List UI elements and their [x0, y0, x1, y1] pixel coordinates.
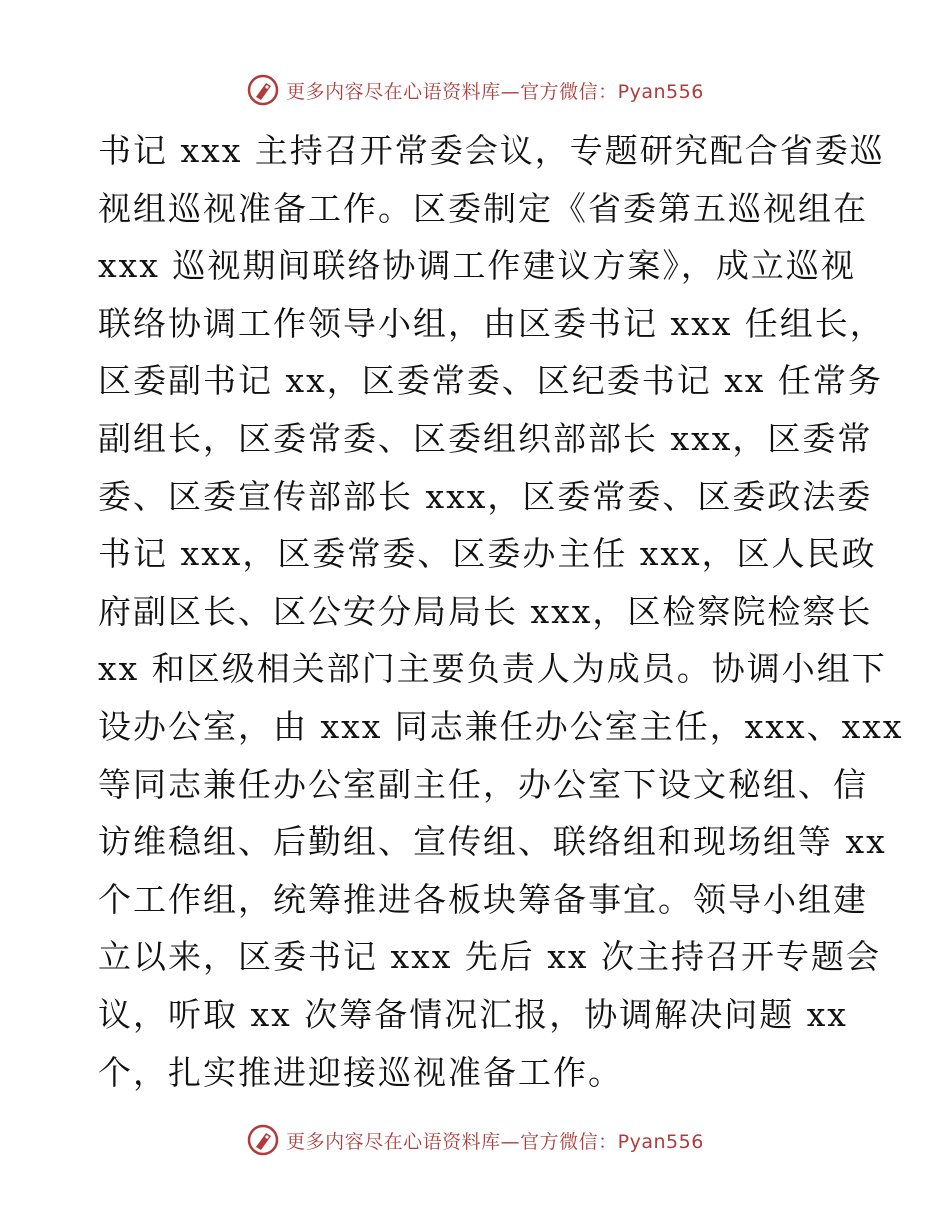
- body-line: 等同志兼任办公室副主任，办公室下设文秘组、信: [98, 764, 868, 804]
- footer-banner: [0, 1120, 950, 1160]
- body-line: 立以来，区委书记 xxx 先后 xx 次主持召开专题会: [98, 937, 882, 977]
- footer-site-text: 更多内容尽在心语资料库: [286, 1130, 501, 1153]
- header-contact-text: 官方微信：Pyan556: [520, 80, 704, 103]
- body-line: xx 和区级相关部门主要负责人为成员。协调小组下: [98, 649, 887, 689]
- body-line: 个工作组，统筹推进各板块筹备事宜。领导小组建: [98, 879, 868, 919]
- body-line: 府副区长、区公安分局局长 xxx，区检察院检察长: [98, 591, 873, 631]
- body-line: 视组巡视准备工作。区委制定《省委第五巡视组在: [98, 188, 868, 228]
- footer-banner-text: [286, 1127, 704, 1154]
- body-line: 个，扎实推进迎接巡视准备工作。: [98, 1052, 623, 1092]
- footer-contact-text: 官方微信：Pyan556: [520, 1130, 704, 1153]
- body-line: 副组长，区委常委、区委组织部部长 xxx，区委常: [98, 418, 873, 458]
- body-line: 书记 xxx 主持召开常委会议，专题研究配合省委巡: [98, 131, 885, 170]
- pen-nib-logo-icon: [246, 73, 280, 107]
- header-banner: [0, 70, 950, 110]
- footer-separator: —: [500, 1130, 521, 1153]
- body-line: 联络协调工作领导小组，由区委书记 xxx 任组长，: [98, 303, 885, 343]
- pen-nib-logo-icon: [246, 1123, 280, 1157]
- header-separator: —: [500, 80, 521, 103]
- header-banner-text: [286, 77, 704, 104]
- document-body: [98, 122, 904, 1101]
- body-line: 委、区委宣传部部长 xxx，区委常委、区委政法委: [98, 476, 873, 516]
- body-line: 区委副书记 xx，区委常委、区纪委书记 xx 任常务: [98, 361, 883, 401]
- body-line: 访维稳组、后勤组、宣传组、联络组和现场组等 xx: [98, 822, 887, 862]
- body-line: 书记 xxx，区委常委、区委办主任 xxx，区人民政: [98, 534, 877, 574]
- header-site-text: 更多内容尽在心语资料库: [286, 80, 501, 103]
- body-line: xxx 巡视期间联络协调工作建议方案》，成立巡视: [98, 246, 856, 286]
- body-line: 议，听取 xx 次筹备情况汇报，协调解决问题 xx: [98, 994, 848, 1034]
- body-line: 设办公室，由 xxx 同志兼任办公室主任，xxx、xxx: [98, 706, 904, 746]
